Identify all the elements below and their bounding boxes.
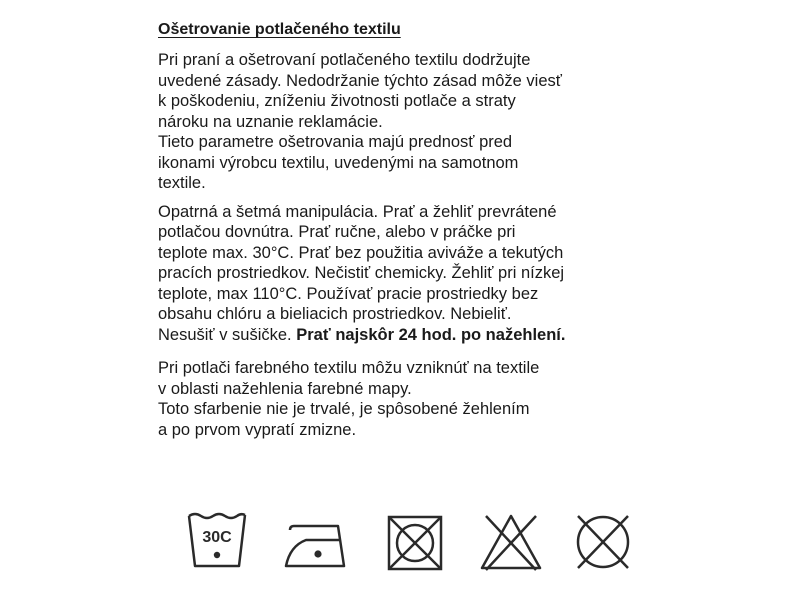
paragraph-handling <box>158 202 678 346</box>
text-line: textile. <box>158 174 206 192</box>
text-line: teplote max. 30°C. Prať bez použitia aviváže a tekutých <box>158 243 564 262</box>
text-line: k poškodeniu, zníženiu životnosti potlače a straty <box>158 92 516 110</box>
care-icons-row <box>180 510 640 580</box>
no-tumble-dry-icon <box>386 514 444 572</box>
text-line: ikonami výrobcu textilu, uvedenými na samotnom <box>158 153 519 172</box>
no-dry-clean-icon <box>572 512 634 572</box>
paragraph-intro <box>158 50 678 194</box>
iron-low-icon <box>280 516 356 572</box>
text-line: pracích prostriedkov. Nečistiť chemicky. Žehliť pri nízkej <box>158 264 565 282</box>
document-title: Ošetrovanie potlačeného textilu <box>158 21 401 38</box>
care-instructions-document <box>158 20 678 448</box>
text-line: teplote, max 110°C. Používať pracie prostriedky bez <box>158 284 539 303</box>
text-line: Tieto parametre ošetrovania majú prednosť pred <box>158 133 513 151</box>
text-line: v oblasti nažehlenia farebné mapy. <box>158 379 412 398</box>
text-line: obsahu chlóru a bieliacich prostriedkov. Nebieliť. <box>158 305 512 323</box>
text-bold-warning: Prať najskôr 24 hod. po nažehlení. <box>296 325 566 344</box>
text-line: potlačou dovnútra. Prať ručne, alebo v práčke pri <box>158 223 516 241</box>
no-bleach-icon <box>478 512 544 572</box>
text-line: uvedené zásady. Nedodržanie týchto zásad môže viesť <box>158 71 562 90</box>
text-line: a po prvom vypratí zmizne. <box>158 420 357 439</box>
text-line: nároku na uznanie reklamácie. <box>158 112 383 131</box>
text-line: Pri praní a ošetrovaní potlačeného textilu dodržujte <box>158 51 531 69</box>
text-line: Toto sfarbenie nie je trvalé, je spôsobené žehlením <box>158 400 530 418</box>
text-line-emphasis <box>158 325 678 346</box>
text-line: Pri potlači farebného textilu môžu vzniknúť na textile <box>158 359 540 377</box>
wash-30-icon <box>185 510 249 572</box>
text-plain: Nesušiť v sušičke. <box>158 325 297 344</box>
wash-temperature-label: 30C <box>202 529 232 546</box>
text-line: Opatrná a šetmá manipulácia. Prať a žehliť prevrátené <box>158 202 557 221</box>
paragraph-color-note <box>158 358 678 440</box>
